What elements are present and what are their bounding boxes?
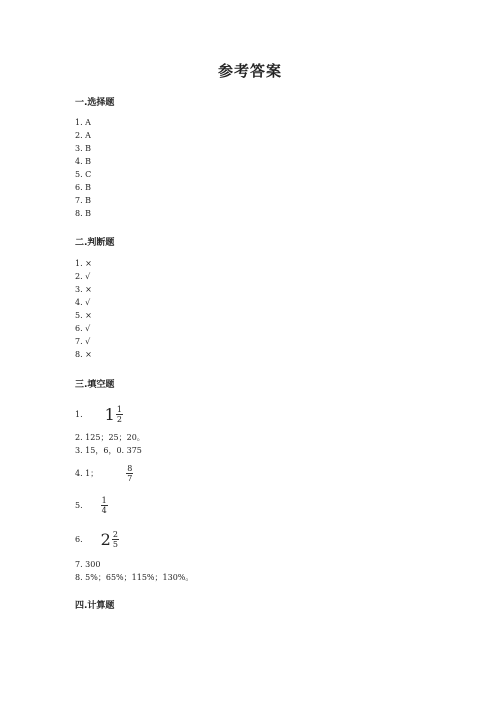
judge-answer-5: 5. ×	[75, 311, 92, 320]
section-heading-calc: 四.计算题	[75, 601, 115, 611]
fill-answer-5	[75, 496, 108, 515]
judge-answer-2: 2. √	[75, 272, 91, 281]
choice-answer-5: 5. C	[75, 170, 92, 179]
choice-answer-1: 1. A	[75, 118, 91, 127]
judge-answer-1: 1. ×	[75, 259, 92, 268]
denominator: 7	[127, 474, 133, 483]
choice-answer-3: 3. B	[75, 144, 92, 153]
fill-answer-7: 7. 300	[75, 560, 101, 569]
fill-answer-4-label: 4. 1；	[75, 469, 99, 478]
mixed-number	[101, 530, 119, 549]
choice-answer-6: 6. B	[75, 183, 92, 192]
denominator: 4	[101, 506, 107, 515]
section-heading-fill: 三.填空题	[75, 380, 115, 390]
fill-answer-1	[75, 405, 123, 424]
fill-answer-4	[75, 464, 133, 483]
numerator: 1	[116, 405, 122, 414]
fraction	[126, 464, 133, 483]
judge-answer-8: 8. ×	[75, 350, 92, 359]
numerator: 1	[101, 496, 107, 505]
whole-part: 2	[100, 529, 111, 549]
whole-part: 1	[104, 404, 115, 424]
choice-answer-4: 4. B	[75, 157, 92, 166]
section-heading-judge: 二.判断题	[75, 238, 115, 248]
choice-answer-2: 2. A	[75, 131, 91, 140]
fill-answer-6-label: 6.	[75, 535, 83, 544]
mixed-number	[105, 405, 123, 424]
choice-answer-7: 7. B	[75, 196, 92, 205]
fill-answer-5-label: 5.	[75, 501, 83, 510]
judge-answer-6: 6. √	[75, 324, 91, 333]
page-title: 参考答案	[217, 62, 282, 80]
fraction	[116, 405, 123, 424]
denominator: 5	[112, 540, 118, 549]
numerator: 8	[127, 464, 133, 473]
fill-answer-2: 2. 125；25；20。	[75, 433, 145, 442]
judge-answer-3: 3. ×	[75, 285, 92, 294]
fill-answer-6	[75, 530, 119, 549]
choice-answer-8: 8. B	[75, 209, 92, 218]
fill-answer-8: 8. 5%；65%；115%；130%。	[75, 573, 194, 582]
fill-answer-3: 3. 15，6，0. 375	[75, 446, 142, 455]
fraction	[112, 530, 119, 549]
judge-answer-7: 7. √	[75, 337, 91, 346]
numerator: 2	[112, 530, 118, 539]
section-heading-choice: 一.选择题	[75, 98, 115, 108]
judge-answer-4: 4. √	[75, 298, 91, 307]
fill-answer-1-label: 1.	[75, 410, 83, 419]
fraction	[101, 496, 108, 515]
denominator: 2	[116, 415, 122, 424]
